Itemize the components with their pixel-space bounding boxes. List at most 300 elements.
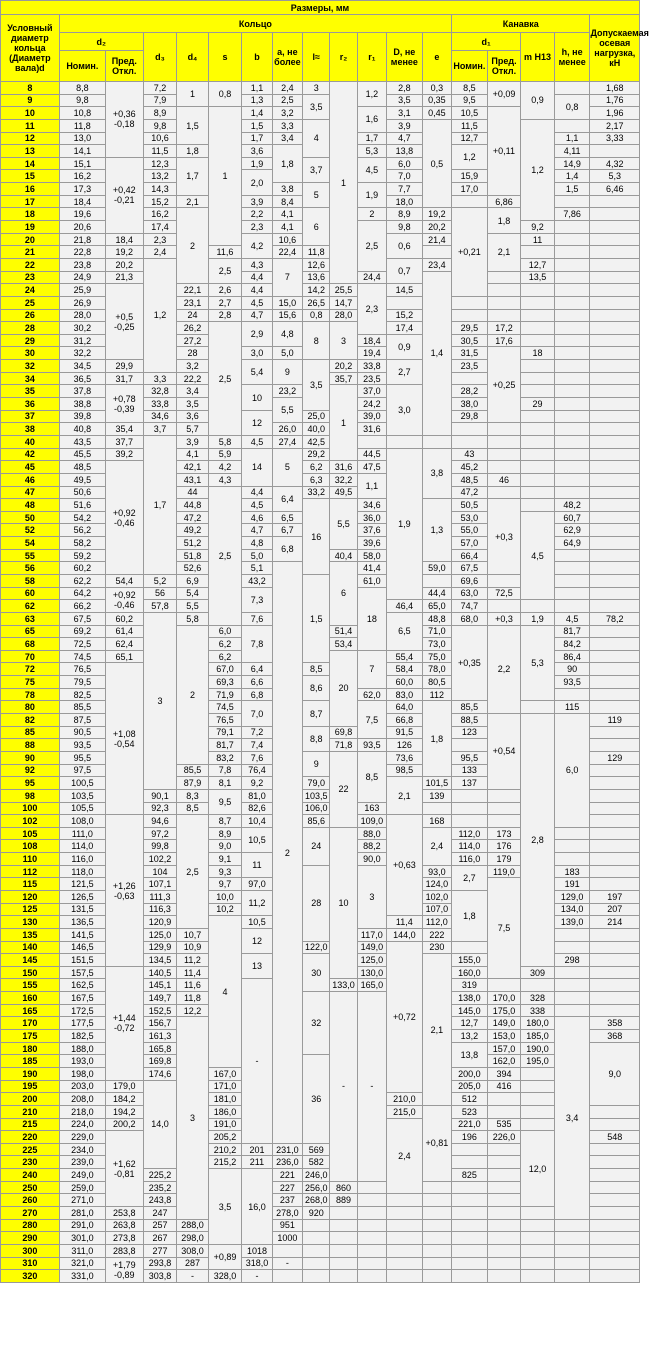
cell-r2: 40,4: [330, 549, 357, 562]
cell-s: 76,5: [208, 714, 242, 727]
cell-m: [521, 322, 555, 335]
cell-r2: 32,2: [330, 473, 357, 486]
cell-r2: 22: [330, 751, 357, 827]
cell-load: [590, 865, 640, 878]
cell-b: 1,9: [242, 157, 272, 170]
cell-l: 6,2: [303, 461, 330, 474]
table-row: [1, 271, 640, 284]
cell-d2-nom: 36,5: [59, 372, 105, 385]
cell-d3: 120,9: [143, 916, 177, 929]
cell-l: 12,6: [303, 258, 330, 271]
cell-b: 4,5: [242, 296, 272, 309]
cell-D: 83,0: [387, 688, 423, 701]
cell-b: 1,3: [242, 94, 272, 107]
cell-d2-tol: +0,92 -0,46: [105, 587, 143, 612]
cell-d: 9: [1, 94, 60, 107]
cell-d1-tol: 176: [487, 840, 521, 853]
cell-d2-nom: 146,5: [59, 941, 105, 954]
cell-d1-tol: [487, 486, 521, 499]
cell-s: 1: [208, 107, 242, 246]
cell-e: 222: [422, 928, 451, 941]
cell-b: 2,0: [242, 170, 272, 195]
cell-load: [590, 1169, 640, 1182]
cell-d1-nom: 137: [452, 777, 488, 790]
cell-load: 6,46: [590, 183, 640, 196]
cell-s: 74,5: [208, 701, 242, 714]
cell-e: 112,0: [422, 916, 451, 929]
cell-d3: 111,3: [143, 891, 177, 904]
cell-s: 5,9: [208, 448, 242, 461]
cell-l: 8,7: [303, 701, 330, 726]
cell-D: 11,4: [387, 916, 423, 929]
cell-d: 82: [1, 714, 60, 727]
cell-d1-tol: +0,25: [487, 347, 521, 423]
cell-d1-nom: 523: [452, 1105, 488, 1118]
cell-l: 268,0: [303, 1194, 330, 1207]
cell-d4: 3,5: [177, 398, 208, 411]
b-header: b: [242, 33, 272, 82]
cell-h: [554, 119, 590, 132]
cell-r1: 1,1: [357, 473, 386, 498]
cell-d: 48: [1, 499, 60, 512]
cell-h: [554, 284, 590, 297]
cell-m: [521, 1270, 555, 1283]
cell-D: 1,9: [387, 448, 423, 600]
cell-d2-nom: 21,8: [59, 233, 105, 246]
cell-d1-nom: 88,5: [452, 714, 488, 727]
cell-h: [554, 423, 590, 436]
cell-d: 56: [1, 562, 60, 575]
cell-d2-nom: 40,8: [59, 423, 105, 436]
cell-d: 225: [1, 1143, 60, 1156]
cell-m: [521, 1219, 555, 1232]
cell-m: [521, 410, 555, 423]
cell-d2-nom: 67,5: [59, 612, 105, 625]
cell-h: [554, 562, 590, 575]
cell-d: 115: [1, 878, 60, 891]
cell-l: 26,5: [303, 296, 330, 309]
cell-d2-tol: 200,2: [105, 1118, 143, 1131]
cell-d1-tol: [487, 309, 521, 322]
cell-s: 0,8: [208, 82, 242, 107]
cell-d2-nom: 13,0: [59, 132, 105, 145]
cell-r1: 2: [357, 208, 386, 221]
cell-d: 28: [1, 322, 60, 335]
cell-d: 195: [1, 1080, 60, 1093]
cell-d2-tol: +0,36 -0,18: [105, 82, 143, 158]
cell-d4: 2,1: [177, 195, 208, 208]
cell-l: 582: [303, 1156, 330, 1169]
cell-h: [554, 941, 590, 954]
cell-d1-tol: [487, 1232, 521, 1245]
cell-d2-nom: 11,8: [59, 119, 105, 132]
cell-d3: 129,9: [143, 941, 177, 954]
cell-d1-tol: [487, 271, 521, 284]
cell-m: [521, 284, 555, 297]
cell-b: -: [242, 1270, 272, 1283]
cell-r1: 41,4: [357, 562, 386, 575]
cell-b: 4,4: [242, 284, 272, 297]
cell-d2-tol: 21,3: [105, 271, 143, 284]
cell-s: 10,0: [208, 891, 242, 904]
cell-d3: 125,0: [143, 928, 177, 941]
cell-d2-tol: 61,4: [105, 625, 143, 638]
shaft-diameter-header: Условный диаметр кольца (Диаметр вала)d: [1, 15, 60, 82]
cell-d4: 1,5: [177, 107, 208, 145]
cell-d2-nom: 30,2: [59, 322, 105, 335]
cell-a: 3,3: [272, 119, 302, 132]
cell-load: [590, 815, 640, 828]
cell-d: 52: [1, 524, 60, 537]
cell-d3: 3,7: [143, 423, 177, 436]
cell-d1-tol: +0,3: [487, 612, 521, 625]
cell-h: 4,11: [554, 145, 590, 158]
cell-d: 108: [1, 840, 60, 853]
cell-D: 91,5: [387, 726, 423, 739]
cell-r2: [330, 1219, 357, 1232]
cell-d: 36: [1, 398, 60, 411]
cell-s: 6,0: [208, 625, 242, 638]
cell-d3: 57,8: [143, 600, 177, 613]
cell-d3: 2,4: [143, 246, 177, 259]
cell-load: 1,96: [590, 107, 640, 120]
cell-d3: 235,2: [143, 1181, 177, 1194]
cell-r2: 1: [330, 385, 357, 461]
cell-r2: [330, 1244, 357, 1257]
cell-load: [590, 802, 640, 815]
cell-m: 185,0: [521, 1030, 555, 1043]
cell-d2-nom: 66,2: [59, 600, 105, 613]
cell-d: 130: [1, 916, 60, 929]
cell-b: 1,1: [242, 82, 272, 95]
cell-d: 250: [1, 1181, 60, 1194]
cell-d2-tol: +1,44 -0,72: [105, 966, 143, 1080]
cell-d2-tol: 19,2: [105, 246, 143, 259]
cell-d1-nom: 512: [452, 1093, 488, 1106]
cell-d2-nom: 19,6: [59, 208, 105, 221]
cell-D: [387, 1232, 423, 1245]
cell-d: 55: [1, 549, 60, 562]
cell-d: 26: [1, 309, 60, 322]
cell-m: 180,0: [521, 1017, 555, 1030]
cell-d2-nom: 28,0: [59, 309, 105, 322]
d1-tolerance-header: Пред. Откл.: [487, 51, 521, 82]
cell-d2-tol: 283,8: [105, 1244, 143, 1257]
cell-s: 186,0: [208, 1105, 242, 1118]
cell-r2: -: [330, 992, 357, 1182]
cell-d: 12: [1, 132, 60, 145]
cell-b: 43,2: [242, 574, 272, 587]
cell-d2-nom: 239,0: [59, 1156, 105, 1169]
cell-D: 98,5: [387, 764, 423, 777]
cell-l: 85,6: [303, 815, 330, 828]
cell-h: [554, 1004, 590, 1017]
cell-b: 4,8: [242, 537, 272, 550]
cell-d2-nom: 157,5: [59, 966, 105, 979]
cell-d1-nom: +0,21: [452, 208, 488, 296]
cell-d3: 2,3: [143, 233, 177, 246]
cell-h: 3,4: [554, 1017, 590, 1219]
cell-d2-nom: 311,0: [59, 1244, 105, 1257]
cell-h: 191: [554, 878, 590, 891]
table-row: [1, 360, 640, 373]
cell-r2: 5,5: [330, 499, 357, 550]
cell-r2: 25,5: [330, 284, 357, 297]
cell-d: 70: [1, 650, 60, 663]
d1-nominal-header: Номин.: [452, 51, 488, 82]
cell-b: 4,7: [242, 524, 272, 537]
cell-d4: 11,4: [177, 966, 208, 979]
cell-h: [554, 82, 590, 95]
cell-d2-nom: 43,5: [59, 435, 105, 448]
cell-d2-nom: 203,0: [59, 1080, 105, 1093]
cell-d3: 152,5: [143, 1004, 177, 1017]
cell-d1-nom: 138,0: [452, 992, 488, 1005]
cell-s: 8,1: [208, 777, 242, 790]
table-row: [1, 423, 640, 436]
cell-a: 237: [272, 1194, 302, 1207]
h-header: h, не менее: [554, 33, 590, 82]
cell-d: 180: [1, 1042, 60, 1055]
cell-load: [590, 600, 640, 613]
cell-d2-nom: 151,5: [59, 954, 105, 967]
cell-D: 14,5: [387, 284, 423, 297]
cell-d4: 308,0: [177, 1244, 208, 1257]
cell-b: 10,5: [242, 916, 272, 929]
cell-r1: 3: [357, 865, 386, 928]
cell-m: [521, 486, 555, 499]
cell-d3: 149,7: [143, 992, 177, 1005]
cell-s: 2,8: [208, 309, 242, 322]
cell-D: 2,7: [387, 360, 423, 385]
cell-h: [554, 195, 590, 208]
cell-D: [387, 435, 423, 448]
cell-d1-tol: 157,0: [487, 1042, 521, 1055]
cell-d2-nom: 100,5: [59, 777, 105, 790]
cell-m: 328: [521, 992, 555, 1005]
cell-l: 11,8: [303, 246, 330, 259]
cell-s: 9,1: [208, 853, 242, 866]
cell-d: 200: [1, 1093, 60, 1106]
cell-d1-nom: [452, 1219, 488, 1232]
cell-r1: 163: [357, 802, 386, 815]
cell-b: 4,4: [242, 271, 272, 284]
cell-d1-tol: [487, 1143, 521, 1156]
cell-d: 13: [1, 145, 60, 158]
cell-h: [554, 398, 590, 411]
cell-d: 42: [1, 448, 60, 461]
cell-d4: 51,8: [177, 549, 208, 562]
cell-d1-nom: 67,5: [452, 562, 488, 575]
cell-d1-tol: [487, 1219, 521, 1232]
cell-s: 205,2: [208, 1131, 242, 1144]
cell-d4: 85,5: [177, 764, 208, 777]
cell-load: [590, 638, 640, 651]
cell-d2-nom: 108,0: [59, 815, 105, 828]
cell-d3: 99,8: [143, 840, 177, 853]
cell-load: [590, 435, 640, 448]
cell-r1: 125,0: [357, 954, 386, 967]
cell-a: 6,7: [272, 524, 302, 537]
e-header: e: [422, 33, 451, 82]
cell-load: [590, 258, 640, 271]
cell-m: 0,9: [521, 82, 555, 120]
cell-d3: 12,3: [143, 157, 177, 170]
cell-h: 4,5: [554, 612, 590, 625]
cell-d2-nom: 56,2: [59, 524, 105, 537]
cell-d2-tol: 35,4: [105, 423, 143, 436]
cell-d: 175: [1, 1030, 60, 1043]
cell-load: 78,2: [590, 612, 640, 625]
cell-a: 8,4: [272, 195, 302, 208]
cell-d: 65: [1, 625, 60, 638]
cell-b: 81,0: [242, 789, 272, 802]
cell-D: 0,9: [387, 334, 423, 359]
cell-D: 210,0: [387, 1093, 423, 1106]
cell-r1: 109,0: [357, 815, 386, 828]
cell-d: 15: [1, 170, 60, 183]
cell-e: 2,1: [422, 954, 451, 1106]
cell-d3: 15,2: [143, 195, 177, 208]
cell-m: [521, 1257, 555, 1270]
cell-d: 155: [1, 979, 60, 992]
cell-a: 6,4: [272, 486, 302, 511]
cell-h: [554, 221, 590, 234]
cell-load: [590, 385, 640, 398]
cell-d1-nom: 155,0: [452, 954, 488, 967]
cell-d: 20: [1, 233, 60, 246]
cell-m: [521, 979, 555, 992]
cell-d1-nom: 112,0: [452, 827, 488, 840]
cell-r1: 90,0: [357, 853, 386, 866]
cell-e: 2,4: [422, 827, 451, 865]
cell-d1-tol: 175,0: [487, 1004, 521, 1017]
cell-m: [521, 385, 555, 398]
cell-d: 34: [1, 372, 60, 385]
cell-d1-tol: 119,0: [487, 865, 521, 878]
cell-d1-nom: [452, 1156, 488, 1169]
cell-d: 260: [1, 1194, 60, 1207]
cell-d: 62: [1, 600, 60, 613]
cell-e: [422, 802, 451, 815]
cell-r2: 20: [330, 650, 357, 726]
cell-D: 13,8: [387, 145, 423, 158]
cell-l: [303, 1257, 330, 1270]
cell-s: +0,89: [208, 1244, 242, 1269]
cell-d1-tol: +0,54: [487, 714, 521, 790]
cell-D: 9,8: [387, 221, 423, 234]
cell-d1-tol: 2,1: [487, 233, 521, 271]
cell-b: 7,6: [242, 612, 272, 625]
cell-r2: 49,5: [330, 486, 357, 499]
cell-d2-nom: 15,1: [59, 157, 105, 170]
cell-b: 11,2: [242, 891, 272, 916]
cell-b: 1018: [242, 1244, 272, 1257]
cell-d4: 5,4: [177, 587, 208, 600]
cell-m: [521, 1105, 555, 1118]
cell-d4: 1,8: [177, 145, 208, 158]
cell-d1-tol: 226,0: [487, 1131, 521, 1144]
cell-d1-nom: [452, 815, 488, 828]
cell-r1: 24,4: [357, 271, 386, 284]
cell-d3: 156,7: [143, 1017, 177, 1030]
m-header: m H13: [521, 33, 555, 82]
d1-header: d₁: [452, 33, 521, 51]
cell-d3: 7,2: [143, 82, 177, 95]
cell-m: 18: [521, 347, 555, 360]
cell-r1: 61,0: [357, 574, 386, 587]
cell-d3: 247: [143, 1207, 177, 1220]
cell-d2-nom: 224,0: [59, 1118, 105, 1131]
cell-d: 40: [1, 435, 60, 448]
cell-d2-nom: 34,5: [59, 360, 105, 373]
cell-load: [590, 195, 640, 208]
cell-d1-nom: 10,5: [452, 107, 488, 120]
cell-b: 4,6: [242, 511, 272, 524]
cell-d3: 134,5: [143, 954, 177, 967]
cell-m: [521, 1244, 555, 1257]
cell-a: 1,8: [272, 145, 302, 183]
cell-l: [303, 1219, 330, 1232]
cell-d: 38: [1, 423, 60, 436]
cell-d1-tol: 6,86: [487, 195, 521, 208]
cell-a: 3,8: [272, 183, 302, 196]
cell-load: [590, 966, 640, 979]
cell-d1-nom: 57,0: [452, 537, 488, 550]
cell-m: [521, 334, 555, 347]
cell-d3: 9,8: [143, 119, 177, 132]
cell-d2-nom: 14,1: [59, 145, 105, 158]
cell-m: 12,7: [521, 258, 555, 271]
table-row: [1, 1055, 640, 1068]
cell-e: 65,0: [422, 600, 451, 613]
cell-d3: 257: [143, 1219, 177, 1232]
cell-e: +0,81: [422, 1105, 451, 1181]
cell-m: 4,5: [521, 511, 555, 599]
cell-l: 256,0: [303, 1181, 330, 1194]
cell-h: 86,4: [554, 650, 590, 663]
cell-d: 29: [1, 334, 60, 347]
cell-e: [422, 1219, 451, 1232]
cell-load: [590, 878, 640, 891]
cell-b: 10,5: [242, 827, 272, 852]
cell-d1-tol: 17,6: [487, 334, 521, 347]
table-row: [1, 461, 640, 474]
cell-s: 11,6: [208, 246, 242, 259]
table-row: [1, 82, 640, 95]
cell-a: 5,0: [272, 347, 302, 360]
cell-h: 62,9: [554, 524, 590, 537]
cell-d2-nom: 49,5: [59, 473, 105, 486]
cell-s: 7,8: [208, 764, 242, 777]
cell-e: 48,8: [422, 612, 451, 625]
cell-d3: 94,6: [143, 815, 177, 828]
cell-d1-nom: [452, 435, 488, 448]
table-row: [1, 486, 640, 499]
cell-d4: 2: [177, 625, 208, 764]
cell-d2-nom: 59,2: [59, 549, 105, 562]
cell-d1-tol: [487, 1207, 521, 1220]
cell-d4: 26,2: [177, 322, 208, 335]
cell-e: 1,3: [422, 499, 451, 562]
cell-load: 214: [590, 916, 640, 929]
cell-m: [521, 435, 555, 448]
cell-e: 78,0: [422, 663, 451, 676]
cell-load: [590, 663, 640, 676]
cell-d: 215: [1, 1118, 60, 1131]
cell-D: 3,1: [387, 107, 423, 120]
cell-h: [554, 966, 590, 979]
